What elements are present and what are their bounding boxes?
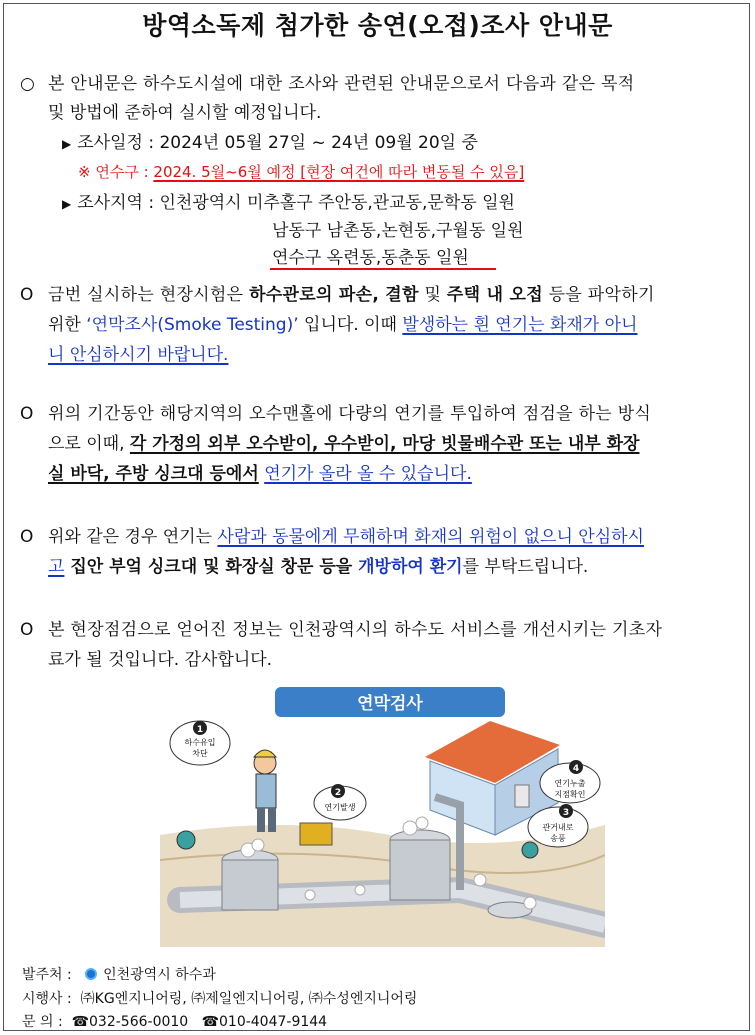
p3-line3 xyxy=(48,462,472,486)
callout-4-text: 지점확인 xyxy=(554,790,586,799)
callout-2-number: 2 xyxy=(334,788,342,798)
p4-line1 xyxy=(48,525,644,549)
p3-underlined-locations-cont: 실 바닥, 주방 싱크대 등에서 xyxy=(48,464,259,484)
contractor-names: ㈜KG엔지니어링, ㈜제일엔지니어링, ㈜수성엔지니어링 xyxy=(80,991,418,1007)
triangle-bullet-icon: ▶ xyxy=(62,137,72,151)
phone-2: ☎010-4047-9144 xyxy=(201,1014,328,1030)
client-label: 발주처 : xyxy=(22,967,72,983)
callout-3-number: 3 xyxy=(562,808,570,818)
banner-text: 연막검사 xyxy=(357,694,423,714)
contact-label: 문 의 : xyxy=(22,1014,63,1030)
p1-line2: 및 방법에 준하여 실시할 예정입니다. xyxy=(48,103,322,123)
incheon-logo-icon xyxy=(85,968,97,980)
area-1: 인천광역시 미추홀구 주안동,관교동,문학동 일원 xyxy=(159,193,515,213)
smoke-testing-term: ‘연막조사(Smoke Testing)’ xyxy=(86,315,299,335)
p3-underlined-locations: 각 가정의 외부 오수받이, 우수받이, 마당 빗물배수관 또는 내부 화장 xyxy=(129,434,640,454)
smoke-blower xyxy=(300,823,332,845)
p2-text: 입니다. 이때 xyxy=(298,315,403,335)
client-name: 인천광역시 하수과 xyxy=(103,967,216,983)
callout-1-text: 차단 xyxy=(192,749,208,758)
area-label: 조사지역 : xyxy=(77,193,160,213)
p2-line1 xyxy=(48,283,655,307)
client-row xyxy=(22,963,216,987)
callout-1-text: 하수유입 xyxy=(184,738,216,747)
p2-text: 금번 실시하는 현장시험은 xyxy=(48,285,250,305)
triangle-bullet-icon: ▶ xyxy=(62,197,72,211)
p3-line2 xyxy=(48,432,639,456)
callout-4-number: 4 xyxy=(572,764,580,774)
p4-bold-windows: 집안 부엌 싱크대 및 화장실 창문 등을 xyxy=(64,557,359,577)
p4-blue-safe-cont: 고 xyxy=(48,557,65,577)
contact-row xyxy=(22,1010,327,1034)
smoke-test-illustration xyxy=(160,685,605,947)
p2-text: 위한 xyxy=(48,315,87,335)
callout-1-number: 1 xyxy=(196,725,204,735)
toilet-shape xyxy=(515,785,529,807)
area-2: 남동구 남촌동,논현동,구월동 일원 xyxy=(272,221,524,241)
p5-line1: 본 현장점검으로 얻어진 정보는 인천광역시의 하수도 서비스를 개선시키는 기초자 xyxy=(48,620,663,640)
callout-4-text: 연기누출 xyxy=(554,779,586,788)
callout-3-text: 송풍 xyxy=(550,834,566,843)
paragraph-bullet: O xyxy=(20,527,34,547)
area-line xyxy=(62,191,515,216)
area-3: 연수구 옥련동,동춘동 일원 xyxy=(272,248,469,268)
p4-text: 를 부탁드립니다. xyxy=(462,557,589,577)
p3-blue-smoke: 연기가 올라 올 수 있습니다. xyxy=(264,464,472,484)
schedule-line xyxy=(62,131,478,156)
p2-line2 xyxy=(48,313,637,337)
paragraph-bullet: O xyxy=(20,285,34,305)
paragraph-bullet: ○ xyxy=(20,74,35,94)
p2-blue-notice: 발생하는 흰 연기는 화재가 아니 xyxy=(402,315,638,335)
yeonsu-note xyxy=(78,160,524,184)
document-title: 방역소독제 첨가한 송연(오접)조사 안내문 xyxy=(142,11,613,40)
contractor-row xyxy=(22,987,417,1011)
paragraph-bullet: O xyxy=(20,404,34,424)
p2-bold-damage: 하수관로의 파손, 결함 xyxy=(249,285,419,305)
paragraph-bullet: O xyxy=(20,620,34,640)
callout-3-text: 관거내로 xyxy=(542,823,574,832)
p2-text: 등을 파악하기 xyxy=(542,285,655,305)
note-prefix: ※ 연수구 : xyxy=(78,163,154,181)
p4-blue-safe: 사람과 동물에게 무해하며 화재의 위험이 없으니 안심하시 xyxy=(217,527,644,547)
contractor-label: 시행사 : xyxy=(22,991,72,1007)
note-body: 2024. 5월~6월 예정 [현장 여건에 따라 변동될 수 있음] xyxy=(153,163,525,181)
p2-line3: 니 안심하시기 바랍니다. xyxy=(48,345,229,365)
p2-bold-misconnection: 주택 내 오접 xyxy=(446,285,543,305)
schedule-text: 조사일정 : 2024년 05월 27일 ~ 24년 09월 20일 중 xyxy=(77,133,478,153)
p4-blue-ventilate: 개방하여 환기 xyxy=(358,557,463,577)
p1-line1: 본 안내문은 하수도시설에 대한 조사와 관련된 안내문으로서 다음과 같은 목적 xyxy=(48,74,635,94)
p3-line1: 위의 기간동안 해당지역의 오수맨홀에 다량의 연기를 투입하여 점검을 하는 방식 xyxy=(48,404,652,424)
p3-text: 으로 이때, xyxy=(48,434,130,454)
p5-line2: 료가 될 것입니다. 감사합니다. xyxy=(48,650,273,670)
p4-text: 위와 같은 경우 연기는 xyxy=(48,527,218,547)
p2-text: 및 xyxy=(418,285,447,305)
area-3-red-underline xyxy=(270,268,496,270)
p4-line2 xyxy=(48,555,588,579)
phone-1: ☎032-566-0010 xyxy=(71,1014,189,1030)
callout-2-text: 연기발생 xyxy=(324,803,356,812)
